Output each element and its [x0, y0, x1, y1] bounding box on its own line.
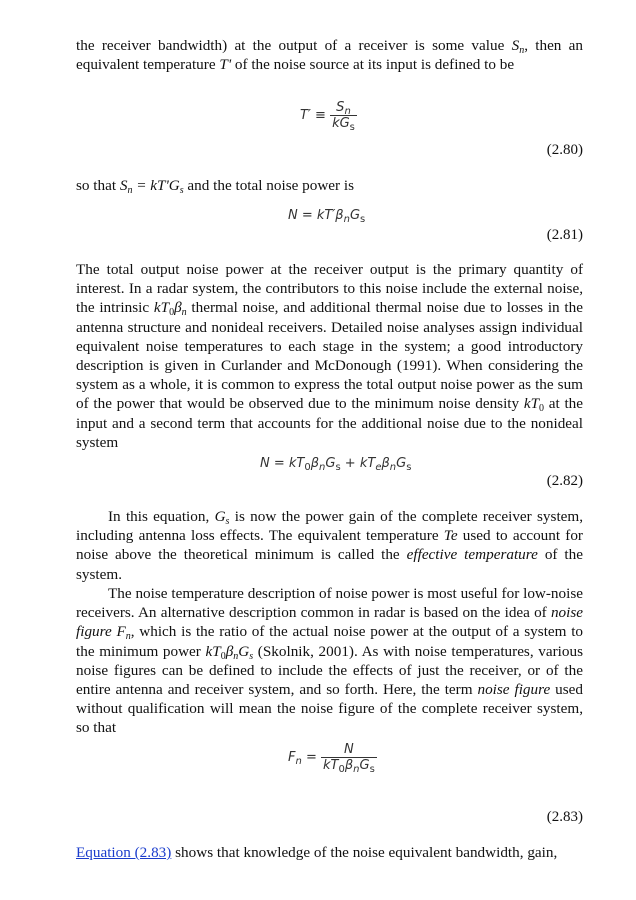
- equation-reference-link[interactable]: Equation (2.83): [76, 844, 172, 861]
- equation-number: (2.83): [546, 809, 583, 825]
- equation-2-80: T′ ≡ $\frac{S_n}{kG_s}$: [300, 100, 355, 133]
- paragraph-so-that: so that $S_n = kT'G_s$ and the total noise power is: [76, 177, 355, 196]
- equation-number: (2.81): [546, 227, 583, 243]
- paragraph-closing: Equation (2.83) shows that knowledge of the noise equivalent bandwidth, gain,: [76, 844, 558, 861]
- equation-number: (2.82): [546, 473, 583, 489]
- equation-2-81: $N = kT'\beta_nG_s$: [288, 208, 366, 225]
- paragraph-in-this-equation: In this equation, $G_s$ is now the power gain of the complete receiver system, including antenna loss effects. The equivalent temperature Te used to account for noise above the theoretical minimum is called the effective temperature of the system.: [76, 508, 584, 583]
- equation-number: (2.80): [546, 142, 583, 158]
- paragraph-intro: the receiver bandwidth) at the output of a receiver is some value $S_n$, then an equivalent temperature T' of the noise source at its input is defined to be: [76, 37, 584, 74]
- paragraph-noise-figure: The noise temperature description of noise power is most useful for low-noise receivers. An alternative description common in radar is based on the idea of noise figure $F_n$, which is the ratio of the actual noise power at the output of a system to the minimum power $kT_0\beta_nG_s$ (Skolnik, 2001). As with noise temperatures, various noise figures can be defined to include the effects of just the receiver, or of the entire antenna and receiver system, and so forth. Here, the term noise figure used without qualification will mean the noise figure of the complete receiver system, so that: [76, 585, 584, 737]
- equation-2-83: $F_n$ = $\frac{N}{kT_0\beta_nG_s}$: [288, 742, 375, 775]
- paragraph-total-noise: The total output noise power at the receiver output is the primary quantity of interest. In a radar system, the contributors to this noise include the external noise, the intrinsic $kT_0\beta_n$ thermal noise, and additional thermal noise due to losses in the antenna structure and nonideal receivers. Detailed noise analyses assign individual equivalent noise temperatures to each stage in the system; a good introductory description is given in Curlander and McDonough (1991). When considering the system as a whole, it is common to express the total output noise power as the sum of the power that would be observed due to the minimum noise density $kT_0$ at the input and a second term that accounts for the additional noise due to the nonideal system: [76, 261, 584, 451]
- equation-2-82: $N = kT_0\beta_nG_s + kT_e\beta_nG_s$: [260, 456, 412, 473]
